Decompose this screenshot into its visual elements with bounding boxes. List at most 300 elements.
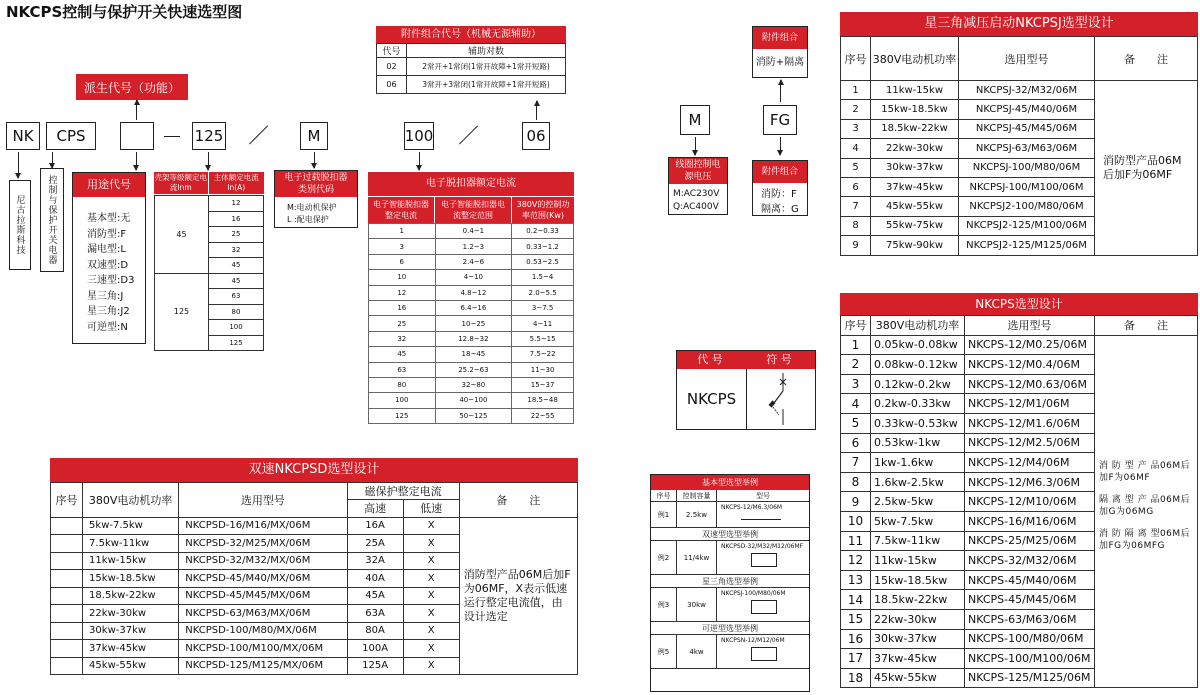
ex-model-cell (717, 541, 809, 574)
nkcps-cell: 2 (841, 355, 871, 375)
nkcps-cell: 1.6kw-2.5kw (871, 472, 965, 492)
product-vertical: 控制与保护开关电器 (40, 168, 64, 272)
fg-item: 隔离：G (761, 204, 799, 215)
nkcps-cell: 0.33kw-0.53kw (871, 413, 965, 433)
trip-cell: 10~25 (435, 316, 512, 331)
dsd-cell: 30kw-37kw (83, 622, 179, 640)
trip-cell: 18.5~48 (512, 393, 574, 408)
table-row (369, 408, 574, 423)
nkcps-cell: 1kw-1.6kw (871, 453, 965, 473)
dsd-cell: NKCPSD-32/M25/MX/06M (179, 535, 347, 553)
nkcps-cell: NKCPS-12/M10/06M (965, 492, 1095, 512)
sj-cell: 30kw-37kw (871, 158, 959, 177)
dsd-cell: 15kw-18.5kw (83, 570, 179, 588)
usage-item: 可逆型:N (87, 321, 128, 333)
dsd-cell (51, 605, 83, 623)
sj-cell: NKCPSJ2-100/M80/06M (959, 197, 1095, 216)
current-cell: 100 (209, 320, 264, 336)
dsd-cell: NKCPSD-45/M45/MX/06M (179, 587, 347, 605)
arrow (52, 152, 53, 168)
trip-cell: 1.2~3 (435, 239, 512, 254)
derive-label: 派生代号（功能） (76, 74, 188, 100)
ex-no: 例5 (651, 635, 677, 668)
sj-header: 选用型号 (959, 37, 1095, 81)
usage-title: 用途代号 (73, 173, 145, 197)
trip-cell: 4.8~12 (435, 285, 512, 300)
fg-top-value: 消防+隔离 (755, 57, 805, 68)
nkcps-cell: 0.12kw-0.2kw (871, 374, 965, 394)
nkcps-cell: NKCPS-12/M0.25/06M (965, 335, 1095, 355)
dsd-cell: X (403, 622, 459, 640)
dsd-cell: X (403, 570, 459, 588)
overload-item: L :配电保护 (287, 215, 329, 224)
sj-cell: 11kw-15kw (871, 81, 959, 100)
fg-item: 消防：F (761, 189, 797, 200)
ex-no: 例3 (651, 588, 677, 621)
table-row (369, 239, 574, 254)
nkcps-cell: NKCPS-16/M16/06M (965, 511, 1095, 531)
frame-table (154, 172, 264, 351)
dsd-cell: 22kw-30kw (83, 605, 179, 623)
accessory-table (376, 26, 566, 94)
trip-cell: 0.2~0.33 (512, 224, 574, 239)
dsd-cell: 5kw-7.5kw (83, 517, 179, 535)
symbol-box (676, 350, 816, 430)
nkcps-header: 备 注 (1095, 316, 1198, 336)
trip-header: 电子智能脱扣器整定电流 (368, 197, 434, 223)
trip-cell: 11~30 (512, 362, 574, 377)
fg-top-box (752, 26, 808, 78)
nkcps-cell: 0.2kw-0.33kw (871, 394, 965, 414)
usage-item: 星三角:J2 (87, 306, 130, 317)
arrow (208, 152, 209, 170)
trip-cell: 2.4~6 (435, 254, 512, 269)
trip-cell: 22~55 (512, 408, 574, 423)
dsd-cell: X (403, 535, 459, 553)
nkcps-note: 隔 离 型 产 品06M后 加G为06MG (1099, 495, 1191, 518)
current-cell: 32 (209, 242, 264, 258)
ex-model: NKCPS-12/M6.3/06M (721, 504, 783, 511)
switch-symbol-icon (741, 514, 781, 520)
arrow (419, 152, 420, 170)
sj-cell: 22kw-30kw (871, 139, 959, 158)
nkcps-cell: 5kw-7.5kw (871, 511, 965, 531)
nkcps-cell: 11 (841, 531, 871, 551)
ex-header: 型号 (756, 492, 770, 500)
dsd-cell: X (403, 517, 459, 535)
sj-header: 380V电动机功率 (871, 37, 959, 81)
nkcps-cell: NKCPS-100/M80/06M (965, 629, 1095, 649)
dsd-cell: 63A (347, 605, 403, 623)
frame-header-2: 主体额定电流In(A) (209, 172, 264, 194)
current-cell: 12 (209, 196, 264, 212)
current-cell: 45 (209, 273, 264, 289)
nkcps-cell: NKCPS-63/M63/06M (965, 609, 1095, 629)
dsd-header: 备 注 (459, 483, 577, 518)
current-cell: 63 (209, 289, 264, 305)
dsd-cell: 100A (347, 640, 403, 658)
sj-cell: 6 (841, 177, 871, 196)
nkcps-note: 消 防 隔 离 型06M后 加FG为06MFG (1099, 529, 1191, 552)
nkcps-cell: 1 (841, 335, 871, 355)
nkcps-header: 序号 (841, 316, 871, 336)
nkcps-cell: NKCPS-125/M125/06M (965, 668, 1095, 688)
nkcps-cell: 0.53kw-1kw (871, 433, 965, 453)
nkcps-cell: 5 (841, 413, 871, 433)
fg-bottom-title: 附件组合 (753, 161, 807, 183)
nkcps-cell: 0.08kw-0.12kw (871, 355, 965, 375)
current-cell: 125 (209, 335, 264, 351)
nkcps-cell: 22kw-30kw (871, 609, 965, 629)
dsd-cell: 16A (347, 517, 403, 535)
code-box-derive (120, 122, 154, 150)
ex-model-cell (717, 502, 809, 527)
dsd-cell (51, 622, 83, 640)
dsd-cell: X (403, 657, 459, 675)
code-box-acc: 06 (522, 122, 550, 150)
switch-symbol-icon (751, 553, 777, 567)
symbol-code: NKCPS (677, 369, 747, 429)
arrow (536, 101, 537, 120)
ex-section-title: 双速型选型举例 (651, 528, 809, 541)
ex-header: 序号 (651, 490, 677, 501)
nkcps-cell: 45kw-55kw (871, 668, 965, 688)
ex-model: NKCPSD-32/M32/M12/06MF (721, 543, 804, 550)
ex-model: NKCPSN-12/M12/06M (721, 637, 785, 644)
acc-header-pairs: 辅助对数 (407, 44, 566, 58)
trip-title: 电子脱扣器额定电流 (368, 172, 574, 196)
current-cell: 45 (209, 258, 264, 274)
switch-symbol-icon (751, 647, 777, 661)
ex-header: 控制容量 (677, 490, 717, 501)
fg-top-title: 附件组合 (753, 27, 807, 49)
sj-cell: 5 (841, 158, 871, 177)
sj-header: 备 注 (1095, 37, 1198, 81)
list-item (651, 635, 809, 669)
trip-cell: 45 (369, 347, 436, 362)
ex-model-cell (717, 635, 809, 668)
dsd-cell (51, 535, 83, 553)
trip-cell: 15~37 (512, 377, 574, 392)
nkcps-cell: 4 (841, 394, 871, 414)
usage-box (72, 172, 146, 344)
switch-symbol-icon (747, 369, 815, 429)
slash (249, 125, 268, 144)
trip-cell: 100 (369, 393, 436, 408)
coil-code-box: M (680, 105, 710, 135)
symbol-h1: 代 号 (697, 353, 723, 366)
usage-item: 双速型:D (87, 259, 129, 271)
table-row (369, 331, 574, 346)
coil-item: M:AC230V (673, 189, 720, 199)
nkcps-cell: 7 (841, 453, 871, 473)
dsd-cell: 25A (347, 535, 403, 553)
list-item (651, 541, 809, 575)
sj-cell: 37kw-45kw (871, 177, 959, 196)
nkcps-cell: NKCPS-25/M25/06M (965, 531, 1095, 551)
dsd-cell: X (403, 605, 459, 623)
trip-cell: 6.4~16 (435, 300, 512, 315)
nkcps-cell: NKCPS-12/M4/06M (965, 453, 1095, 473)
table-row (369, 224, 574, 239)
overload-title: 电子过载脱扣器类别代码 (275, 171, 357, 197)
arrow (314, 152, 315, 168)
arrow (780, 137, 781, 155)
dsd-cell: NKCPSD-100/M80/MX/06M (179, 622, 347, 640)
acc-code: 02 (377, 58, 407, 76)
acc-header-code: 代号 (377, 44, 407, 58)
acc-pairs: 2常开+1常闭(1常开故障+1常开短路) (407, 58, 566, 76)
usage-item: 基本型:无 (87, 213, 131, 224)
dsd-cell: 80A (347, 622, 403, 640)
trip-cell: 0.33~1.2 (512, 239, 574, 254)
switch-symbol-icon (751, 600, 777, 614)
fg-bottom-box (752, 160, 808, 216)
ex-no: 例2 (651, 541, 677, 574)
trip-cell: 18~45 (435, 347, 512, 362)
dsd-cell: 11kw-15kw (83, 552, 179, 570)
dsd-title: 双速NKCPSD选型设计 (50, 458, 578, 482)
trip-cell: 0.53~2.5 (512, 254, 574, 269)
sj-cell: NKCPSJ2-125/M125/06M (959, 236, 1095, 255)
sj-cell: NKCPSJ-45/M40/06M (959, 100, 1095, 119)
nkcps-header: 选用型号 (965, 316, 1095, 336)
nkcps-header: 380V电动机功率 (871, 316, 965, 336)
sj-cell: 4 (841, 139, 871, 158)
arrow (136, 100, 137, 120)
table-row (369, 270, 574, 285)
sj-title: 星三角减压启动NKCPSJ选型设计 (840, 12, 1198, 36)
symbol-h2: 符 号 (766, 353, 792, 366)
frame-cell: 45 (155, 196, 209, 274)
dsd-cell: NKCPSD-45/M40/MX/06M (179, 570, 347, 588)
sj-cell: NKCPSJ-45/M45/06M (959, 119, 1095, 138)
nkcps-cell: NKCPS-100/M100/06M (965, 649, 1095, 669)
trip-cell: 32~80 (435, 377, 512, 392)
coil-box (668, 157, 728, 215)
table-row (369, 347, 574, 362)
usage-item: 三速型:D3 (87, 275, 135, 286)
dsd-cell (51, 657, 83, 675)
dsd-header: 选用型号 (179, 483, 347, 518)
table-row (369, 377, 574, 392)
brand-vertical: 尼古拉斯科技 (9, 180, 31, 270)
nkcps-cell: NKCPS-12/M2.5/06M (965, 433, 1095, 453)
ex-cap: 2.5kw (677, 502, 717, 527)
sj-note: 消防型产品06M后加F为06MF (1095, 81, 1198, 256)
usage-item: 星三角:J (87, 290, 124, 302)
table-row (841, 335, 1198, 355)
dsd-cell: X (403, 587, 459, 605)
dsd-subheader: 高速 (347, 500, 403, 518)
ex-cap: 4kw (677, 635, 717, 668)
sj-header: 序号 (841, 37, 871, 81)
trip-cell: 80 (369, 377, 436, 392)
code-box-overload: M (300, 122, 328, 150)
sj-cell: 3 (841, 119, 871, 138)
sj-cell: 18.5kw-22kw (871, 119, 959, 138)
nkcps-cell: 9 (841, 492, 871, 512)
acc-code: 06 (377, 76, 407, 94)
dsd-cell: X (403, 552, 459, 570)
dsd-cell: 18.5kw-22kw (83, 587, 179, 605)
nkcps-cell: 13 (841, 570, 871, 590)
ex-no: 例1 (651, 502, 677, 527)
table-row (369, 393, 574, 408)
nkcps-cell: 2.5kw-5kw (871, 492, 965, 512)
nkcps-cell: NKCPS-12/M1.6/06M (965, 413, 1095, 433)
sj-cell: 55kw-75kw (871, 216, 959, 235)
nkcps-cell: 14 (841, 590, 871, 610)
dsd-cell: 45kw-55kw (83, 657, 179, 675)
nkcps-cell: NKCPS-12/M0.4/06M (965, 355, 1095, 375)
trip-cell: 5.5~15 (512, 331, 574, 346)
usage-item: 消防型:F (87, 228, 127, 240)
nkcps-cell: NKCPS-45/M45/06M (965, 590, 1095, 610)
trip-cell: 0.4~1 (435, 224, 512, 239)
ex-cap: 30kw (677, 588, 717, 621)
ex-model-cell (717, 588, 809, 621)
trip-header: 电子智能脱扣器电流整定范围 (435, 197, 511, 223)
sj-cell: NKCPSJ-100/M100/06M (959, 177, 1095, 196)
dsd-cell: NKCPSD-125/M125/MX/06M (179, 657, 347, 675)
sj-cell: NKCPSJ2-125/M100/06M (959, 216, 1095, 235)
dsd-cell: X (403, 640, 459, 658)
code-box-cps: CPS (46, 122, 96, 150)
dsd-cell (51, 552, 83, 570)
frame-header-1: 壳架等级额定电流Inm (154, 173, 207, 192)
sj-cell: NKCPSJ-100/M80/06M (959, 158, 1095, 177)
ex-cap: 11/4kw (677, 541, 717, 574)
dsd-cell: 45A (347, 587, 403, 605)
nkcps-cell: 37kw-45kw (871, 649, 965, 669)
trip-table (368, 172, 574, 424)
ex-section-title: 星三角选型举例 (651, 575, 809, 588)
nkcps-cell: 17 (841, 649, 871, 669)
trip-cell: 7.5~22 (512, 347, 574, 362)
dsd-cell (51, 570, 83, 588)
trip-cell: 4~10 (435, 270, 512, 285)
dsd-header: 序号 (51, 483, 83, 518)
nkcps-cell: 18 (841, 668, 871, 688)
trip-cell: 25.2~63 (435, 362, 512, 377)
trip-cell: 125 (369, 408, 436, 423)
nkcps-cell: NKCPS-12/M6.3/06M (965, 472, 1095, 492)
arrow (695, 137, 696, 155)
nkcps-cell: 6 (841, 433, 871, 453)
nkcps-cell: 11kw-15kw (871, 551, 965, 571)
nkcps-note: 消 防 型 产 品06M后 加F为06MF (1099, 461, 1191, 484)
trip-cell: 3 (369, 239, 436, 254)
nkcps-cell: NKCPS-12/M0.63/06M (965, 374, 1095, 394)
dsd-cell: NKCPSD-100/M100/MX/06M (179, 640, 347, 658)
table-row (369, 316, 574, 331)
slash (459, 125, 478, 144)
nkcps-notes (1095, 335, 1198, 688)
arrow (18, 152, 19, 178)
trip-cell: 40~100 (435, 393, 512, 408)
nkcps-cell: 8 (841, 472, 871, 492)
overload-box (274, 170, 358, 228)
nkcps-cell: 7.5kw-11kw (871, 531, 965, 551)
table-row (369, 254, 574, 269)
dsd-cell (51, 587, 83, 605)
sj-cell: 45kw-55kw (871, 197, 959, 216)
trip-cell: 4~11 (512, 316, 574, 331)
trip-cell: 3~7.5 (512, 300, 574, 315)
sj-cell: 75kw-90kw (871, 236, 959, 255)
sj-cell: 2 (841, 100, 871, 119)
coil-item: Q:AC400V (673, 202, 719, 212)
trip-cell: 10 (369, 270, 436, 285)
trip-cell: 1 (369, 224, 436, 239)
trip-cell: 2.0~5.5 (512, 285, 574, 300)
nkcps-cell: 15 (841, 609, 871, 629)
arrow (136, 152, 137, 170)
code-box-trip: 100 (404, 122, 434, 150)
acc-pairs: 3常开+3常闭(1常开故障+1常开短路) (407, 76, 566, 94)
nkcps-cell: NKCPS-45/M40/06M (965, 570, 1095, 590)
examples-title: 基本型选型举例 (651, 475, 809, 490)
nkcps-cell: 15kw-18.5kw (871, 570, 965, 590)
nkcps-cell: 30kw-37kw (871, 629, 965, 649)
nkcps-cell: 16 (841, 629, 871, 649)
trip-header: 380V的控制功率范围(Kw) (512, 197, 574, 223)
dsd-cell: NKCPSD-63/M63/MX/06M (179, 605, 347, 623)
nkcps-cell: 3 (841, 374, 871, 394)
frame-cell: 125 (155, 273, 209, 351)
current-cell: 80 (209, 304, 264, 320)
dsd-cell: 37kw-45kw (83, 640, 179, 658)
examples-box (650, 474, 810, 692)
trip-cell: 12 (369, 285, 436, 300)
sj-cell: 7 (841, 197, 871, 216)
sj-cell: 9 (841, 236, 871, 255)
sj-cell: 15kw-18.5kw (871, 100, 959, 119)
nkcps-cell: NKCPS-12/M1/06M (965, 394, 1095, 414)
table-row (369, 300, 574, 315)
ex-model: NKCPSJ-100/M80/06M (721, 590, 786, 597)
ex-section-title: 可逆型选型举例 (651, 622, 809, 635)
sj-cell: NKCPSJ-32/M32/06M (959, 81, 1095, 100)
trip-cell: 25 (369, 316, 436, 331)
nkcps-cell: 0.05kw-0.08kw (871, 335, 965, 355)
nkcps-cell: 18.5kw-22kw (871, 590, 965, 610)
dsd-cell: 40A (347, 570, 403, 588)
current-cell: 16 (209, 211, 264, 227)
dsd-note: 消防型产品06M后加F为06MF，X表示低速运行整定电流值，由设计选定 (459, 517, 577, 675)
coil-title: 线圈控制电源电压 (669, 158, 727, 184)
dsd-cell: NKCPSD-32/M32/MX/06M (179, 552, 347, 570)
table-row (369, 362, 574, 377)
dsd-header: 磁保护整定电流 (347, 483, 459, 500)
trip-cell: 16 (369, 300, 436, 315)
trip-cell: 63 (369, 362, 436, 377)
nkcps-title: NKCPS选型设计 (840, 293, 1198, 315)
current-cell: 25 (209, 227, 264, 243)
list-item (651, 588, 809, 622)
dsd-header: 380V电动机功率 (83, 483, 179, 518)
dsd-cell: 7.5kw-11kw (83, 535, 179, 553)
list-item (651, 502, 809, 528)
trip-cell: 1.5~4 (512, 270, 574, 285)
accessory-title: 附件组合代号（机械无源辅助） (376, 26, 566, 43)
trip-cell: 6 (369, 254, 436, 269)
nkcps-table (840, 293, 1198, 688)
code-box-nk: NK (6, 122, 40, 150)
table-row (51, 517, 578, 535)
dash (164, 136, 180, 137)
